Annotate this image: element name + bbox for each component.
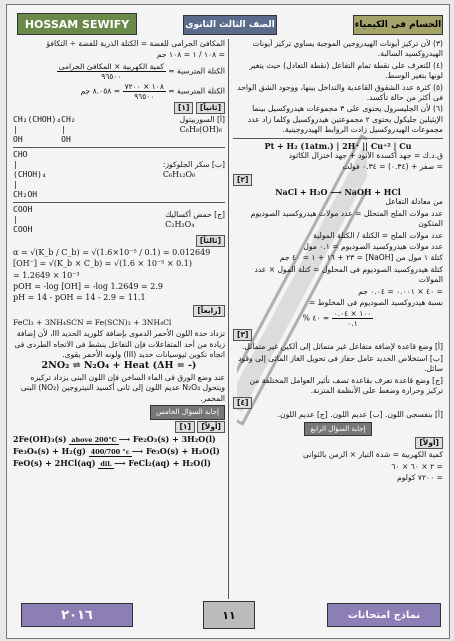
answer-6: (٦) لأن الجليسرول يحتوى على ٣ مجموعات هيدروكسيل بينما الإيثيلين جليكول يحتوى ٢ مجموعتين هيدروكسيل وكلما زاد عدد مجموعات الهيدروكسيل زادت الروابط الهيدروجينية. (247, 104, 443, 135)
author-banner: HOSSAM SEWIFY (17, 13, 137, 35)
reaction-condition: dil. (100, 460, 113, 469)
separator (233, 138, 443, 139)
formula-label: الكتلة المترسبة = (168, 86, 225, 96)
glucose-structure: CHO | (CHOH)₄ | CH₂OH (13, 149, 47, 199)
text-line: كتلة ١ مول من [NaOH] = ٢٣ + ١٦ + ١ = ٤٠ جم (279, 253, 443, 263)
compound-name: [أ] السوربيتول (179, 114, 225, 124)
emf-value: = صفر + (٠.٣٤) = ٠.٣٤ فولت (342, 162, 443, 172)
text-line: [أ] بنفسجى اللون. [ب] عديم اللون. [ج] عديم اللون. (277, 410, 443, 420)
molecular-formula: C₂H₂O₄ (165, 220, 195, 230)
text-line: = ٧٢٠٠ كولوم (397, 473, 443, 482)
compound-name: [ج] حمض أكساليك (165, 209, 225, 219)
question-label: [١] (174, 102, 193, 114)
glucose-block (13, 150, 225, 200)
answer-4: (٤) للتعرف على نقطة تمام التفاعل (نقطة التعادل) حيث يتغير لونها بتغير الوسط. (249, 60, 443, 81)
text-line: نسبة هيدروكسيد الصوديوم فى المخلوط = (308, 297, 443, 307)
compound-name: [ب] سكر الجلوكوز: (162, 159, 225, 169)
question-label: [٣] (233, 329, 252, 341)
molecular-formula: C₆H₁₂O₆ (162, 170, 196, 180)
question-label: [أولاً] (415, 437, 443, 449)
ph-equation: pH = 14 - pOH = 14 - 2.9 = 11.1 (13, 293, 146, 303)
section-label: [ثالثاً] (196, 235, 225, 247)
fraction-denominator: ٩٦٥٠٠ (134, 91, 155, 101)
text-line: كمية الكهربية = شدة التيار × الزمن بالثوانى (302, 450, 443, 460)
text-line: عدد مولات الملح = الكتلة / الكتلة المولية (313, 230, 443, 240)
sorbitol-block (13, 115, 225, 145)
text-line: عدد مولات الملح المتحلل = عدد مولات هيدروكسيد الصوديوم المتكون (250, 208, 443, 229)
fraction-numerator: ١٠٠ × ٠.٠٤ (333, 309, 372, 319)
text-line: = ١٠٨ / ١ = ١٠٨ جم (156, 50, 225, 60)
text-line: = ٢ × ٦٠ × ٦٠ (391, 461, 443, 471)
exam-page (6, 4, 450, 639)
text-line: عند وضع الورق فى الماء الساخن فإن اللون البنى يزداد تركيزه ويتحول N₂O₄ عديم اللون إلى ثانى أكسيد النيتروجين (NO₂) البنى المحمر. (20, 372, 225, 403)
text-line: [أ] وضع قاعدة لإضافة متفاعل غير متماثل إلى ألكين غير متماثل. (242, 342, 443, 352)
fraction-numerator: ١٠٨ × ٧٢٠٠ (124, 81, 164, 91)
section-label: [رابعاً] (193, 305, 225, 317)
text-line: [ج] وضع قاعدة تعرف بقاعدة تصف تأثير العوامل المختلفة من تركيز وحرارة وضغط على الأنظمة المتزنة. (249, 375, 443, 395)
emf-formula: ق.د.ك = جهد أكسدة الآنود + جهد اختزال الكاثود (288, 151, 443, 161)
cell-notation: Pt + H₂ (1atm.) | 2H⁺ || Cu⁺² | Cu (264, 140, 412, 151)
fraction-denominator: ٠.١ (347, 319, 358, 329)
year-banner: ٢٠١٦ (21, 603, 133, 627)
subject-banner: الحسام فى الكيمياء (353, 15, 443, 35)
reaction-condition: 400/700 °c (90, 447, 130, 456)
section-label: [ثانياً] (196, 102, 225, 114)
section-label: [أولاً] (197, 421, 225, 433)
formula-label: الكتلة المترسبة = (168, 66, 225, 76)
question-label: [٢] (233, 174, 252, 186)
oxalic-block (13, 205, 225, 235)
question-label: [١] (175, 421, 194, 433)
answer-section-banner: إجابة السؤال الرابع (304, 422, 371, 436)
answer-3: (٣) لأن تركيز أيونات الهيدروجين الموجبة يساوي تركيز أيونات الهيدروكسيد السالبة. (252, 39, 443, 59)
text-line: كتلة هيدروكسيد الصوديوم فى المحلول = كتلة المول × عدد المولات (254, 264, 443, 285)
percentage-calc (233, 309, 443, 328)
formula-result: = ٨.٠٥٨ جم (80, 86, 121, 96)
text-line: = ٤٠ × ٠.٠٠١ = ٠.٠٤ جم (358, 286, 443, 296)
percentage-result: = ٤٠ % (302, 313, 330, 323)
grade-banner: الصف الثالث الثانوى (183, 15, 277, 35)
hydroxide-equation: [OH⁻] = √(K_b × C_b) = √(1.6 × 10⁻⁵ × 0.1) (13, 259, 193, 269)
right-column (233, 39, 443, 599)
text-line: تزداد حدة اللون الأحمر الدموى بإضافة كلوريد الحديد III، لأن إضافة زيادة من أحد المتفاعلات فإن التفاعل ينشط فى الاتجاه الطردى فى اتجاه تكوين ثيوسيانات حديد (III) ولونه الأحمر يقوى. (14, 329, 225, 360)
question-label: [٤] (233, 397, 252, 409)
alpha-equation: α = √(K_b / C_b) = √(1.6×10⁻⁵ / 0.1) = 0.012649 (13, 247, 211, 257)
sorbitol-structure: CH₂(CHOH)₄CH₂ | | OH OH (13, 114, 76, 144)
column-divider (228, 39, 229, 599)
left-column (13, 39, 225, 599)
deposit-calc (13, 82, 225, 101)
reaction-1: 2Fe(OH)₃(s) above 200°C ⟶ Fe₂O₃(s) + 3H₂O(l) (13, 433, 216, 444)
text-line: عدد مولات هيدروكسيد الصوديوم = ٠.١ مول (303, 241, 443, 251)
page-number: ١١ (203, 601, 255, 629)
fraction-numerator: كمية الكهربية × المكافئ الجرامى (58, 61, 164, 71)
hydrolysis-equation: NaCl + H₂O ⟶ NaOH + HCl (275, 186, 401, 197)
text-line: المكافئ الجرامى للفضة = الكتلة الذرية للفضة ÷ التكافؤ (46, 39, 225, 48)
fraction-denominator: ٩٦٥٠٠ (101, 71, 122, 81)
text-line: [ب] استخلاص الحديد عامل حفاز فى تحويل الغاز المائى إلى وقود سائل. (238, 353, 443, 374)
reaction-condition: above 200°C (71, 435, 117, 444)
answer-section-banner: إجابة السؤال الخامس (150, 405, 225, 419)
separator (13, 147, 225, 148)
deposit-formula (13, 62, 225, 81)
molecular-formula: C₆H₈(OH)₆ (179, 125, 223, 135)
hydroxide-result: = 1.2649 × 10⁻³ (13, 270, 80, 280)
answer-5: (٥) كثرة عدد الشقوق القاعدية والتداخل بينها، ووجود الشق الواحد فى أكثر من حالة تأكسد. (237, 82, 443, 103)
no2-equilibrium: 2NO₂ ⇌ N₂O₄ + Heat (ΔH = -) (41, 360, 197, 372)
poh-equation: pOH = -log [OH] = -log 1.2649 = 2.9 (13, 282, 163, 292)
text-line: من معادلة التفاعل (385, 197, 443, 207)
exam-models-banner: نماذج امتحانات (327, 603, 441, 627)
reaction-3: FeO(s) + 2HCl(aq) dil. ⟶ FeCl₂(aq) + H₂O(l) (13, 458, 211, 469)
reaction-2: Fe₃O₄(s) + H₂(g) 400/700 °c ⟶ Fe₃O(s) + H₂O(l) (13, 445, 220, 456)
oxalic-structure: COOH | COOH (13, 204, 33, 234)
separator (13, 202, 225, 203)
ferric-equilibrium: FeCl₃ + 3NH₄SCN ⇌ Fe(SCN)₃ + 3NH₄Cl (13, 317, 172, 327)
